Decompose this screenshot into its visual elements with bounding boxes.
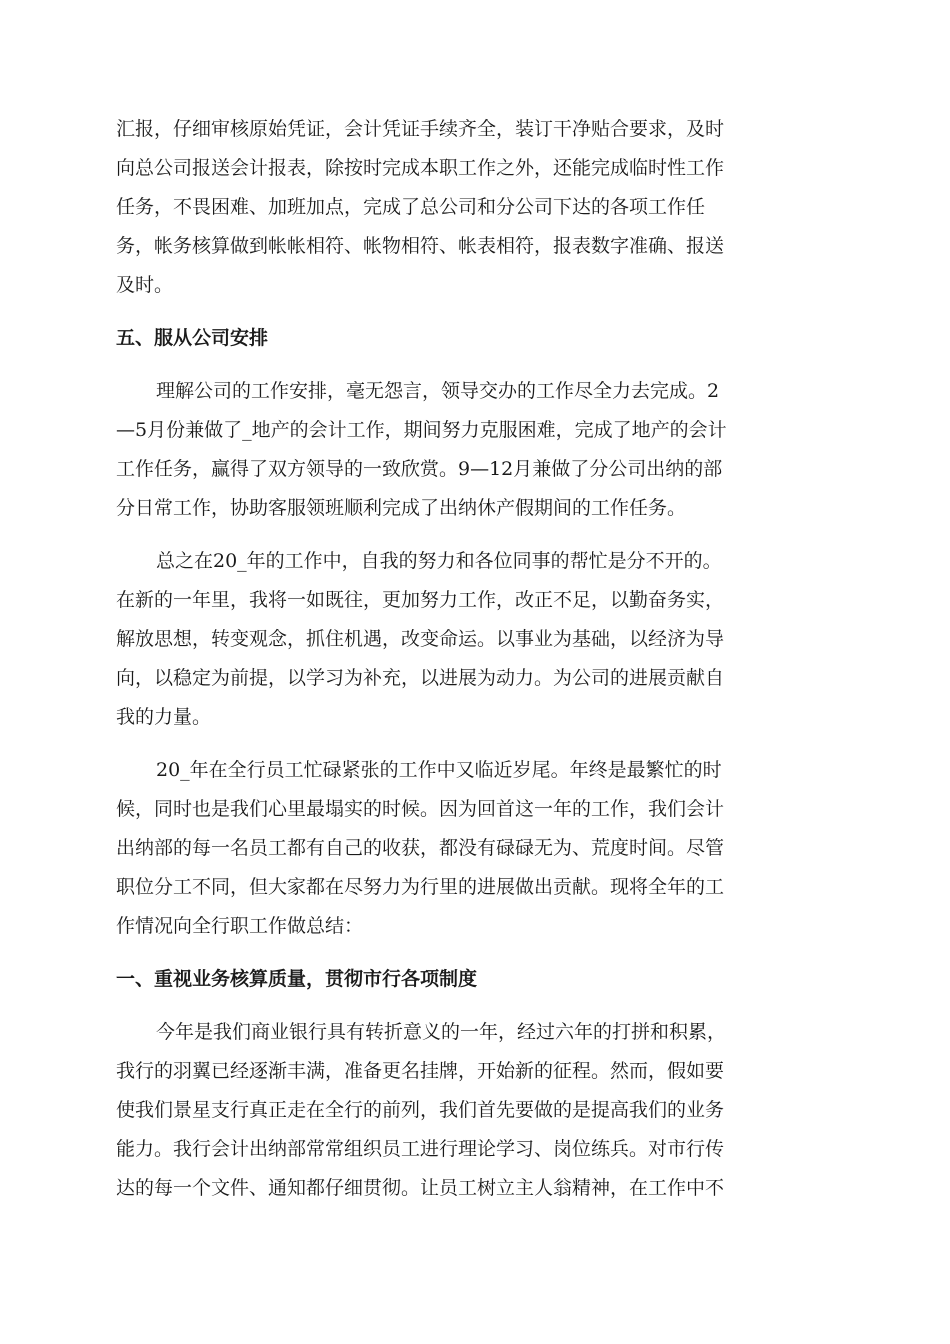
text-line: 在新的一年里，我将一如既往，更加努力工作，改正不足，以勤奋务实， bbox=[116, 589, 725, 611]
text-line: 任务，不畏困难、加班加点，完成了总公司和分公司下达的各项工作任 bbox=[116, 196, 706, 218]
paragraph-continuation bbox=[116, 110, 836, 305]
text-line: 20_年在全行员工忙碌紧张的工作中又临近岁尾。年终是最繁忙的时 bbox=[156, 759, 722, 781]
paragraph-summary bbox=[116, 542, 836, 737]
text-line: 能力。我行会计出纳部常常组织员工进行理论学习、岗位练兵。对市行传 bbox=[116, 1138, 725, 1160]
text-line: 向总公司报送会计报表，除按时完成本职工作之外，还能完成临时性工作 bbox=[116, 157, 725, 179]
text-line: 我的力量。 bbox=[116, 706, 212, 728]
text-line: 总之在20_年的工作中，自我的努力和各位同事的帮忙是分不开的。 bbox=[156, 550, 722, 572]
text-line: 职位分工不同，但大家都在尽努力为行里的进展做出贡献。现将全年的工 bbox=[116, 876, 725, 898]
text-line: 使我们景星支行真正走在全行的前列，我们首先要做的是提高我们的业务 bbox=[116, 1099, 725, 1121]
text-line: 作情况向全行职工作做总结： bbox=[116, 915, 364, 937]
text-line: 工作任务，赢得了双方领导的一致欣赏。9—12月兼做了分公司出纳的部 bbox=[116, 458, 723, 480]
text-line: 理解公司的工作安排，毫无怨言，领导交办的工作尽全力去完成。2 bbox=[156, 380, 720, 402]
text-line: 汇报，仔细审核原始凭证，会计凭证手续齐全，装订干净贴合要求，及时 bbox=[116, 118, 725, 140]
text-line: 分日常工作，协助客服领班顺利完成了出纳休产假期间的工作任务。 bbox=[116, 497, 687, 519]
paragraph-company-arrangement bbox=[116, 372, 836, 528]
document-page bbox=[116, 110, 836, 1222]
text-line: 解放思想，转变观念，抓住机遇，改变命运。以事业为基础，以经济为导 bbox=[116, 628, 725, 650]
section-heading-one: 一、重视业务核算质量，贯彻市行各项制度 bbox=[116, 968, 478, 990]
paragraph-year-end bbox=[116, 751, 836, 946]
section-heading-five: 五、服从公司安排 bbox=[116, 327, 269, 349]
text-line: 候，同时也是我们心里最塌实的时候。因为回首这一年的工作，我们会计 bbox=[116, 798, 725, 820]
text-line: 及时。 bbox=[116, 274, 174, 296]
text-line: 向，以稳定为前提，以学习为补充，以进展为动力。为公司的进展贡献自 bbox=[116, 667, 725, 689]
text-line: 今年是我们商业银行具有转折意义的一年，经过六年的打拼和积累， bbox=[156, 1021, 727, 1043]
text-line: 我行的羽翼已经逐渐丰满，准备更名挂牌，开始新的征程。然而，假如要 bbox=[116, 1060, 725, 1082]
text-line: 出纳部的每一名员工都有自己的收获，都没有碌碌无为、荒度时间。尽管 bbox=[116, 837, 725, 859]
text-line: —5月份兼做了_地产的会计工作，期间努力克服困难，完成了地产的会计 bbox=[116, 419, 727, 441]
text-line: 达的每一个文件、通知都仔细贯彻。让员工树立主人翁精神，在工作中不 bbox=[116, 1177, 725, 1199]
paragraph-bank-transition bbox=[116, 1013, 836, 1208]
text-line: 务，帐务核算做到帐帐相符、帐物相符、帐表相符，报表数字准确、报送 bbox=[116, 235, 725, 257]
